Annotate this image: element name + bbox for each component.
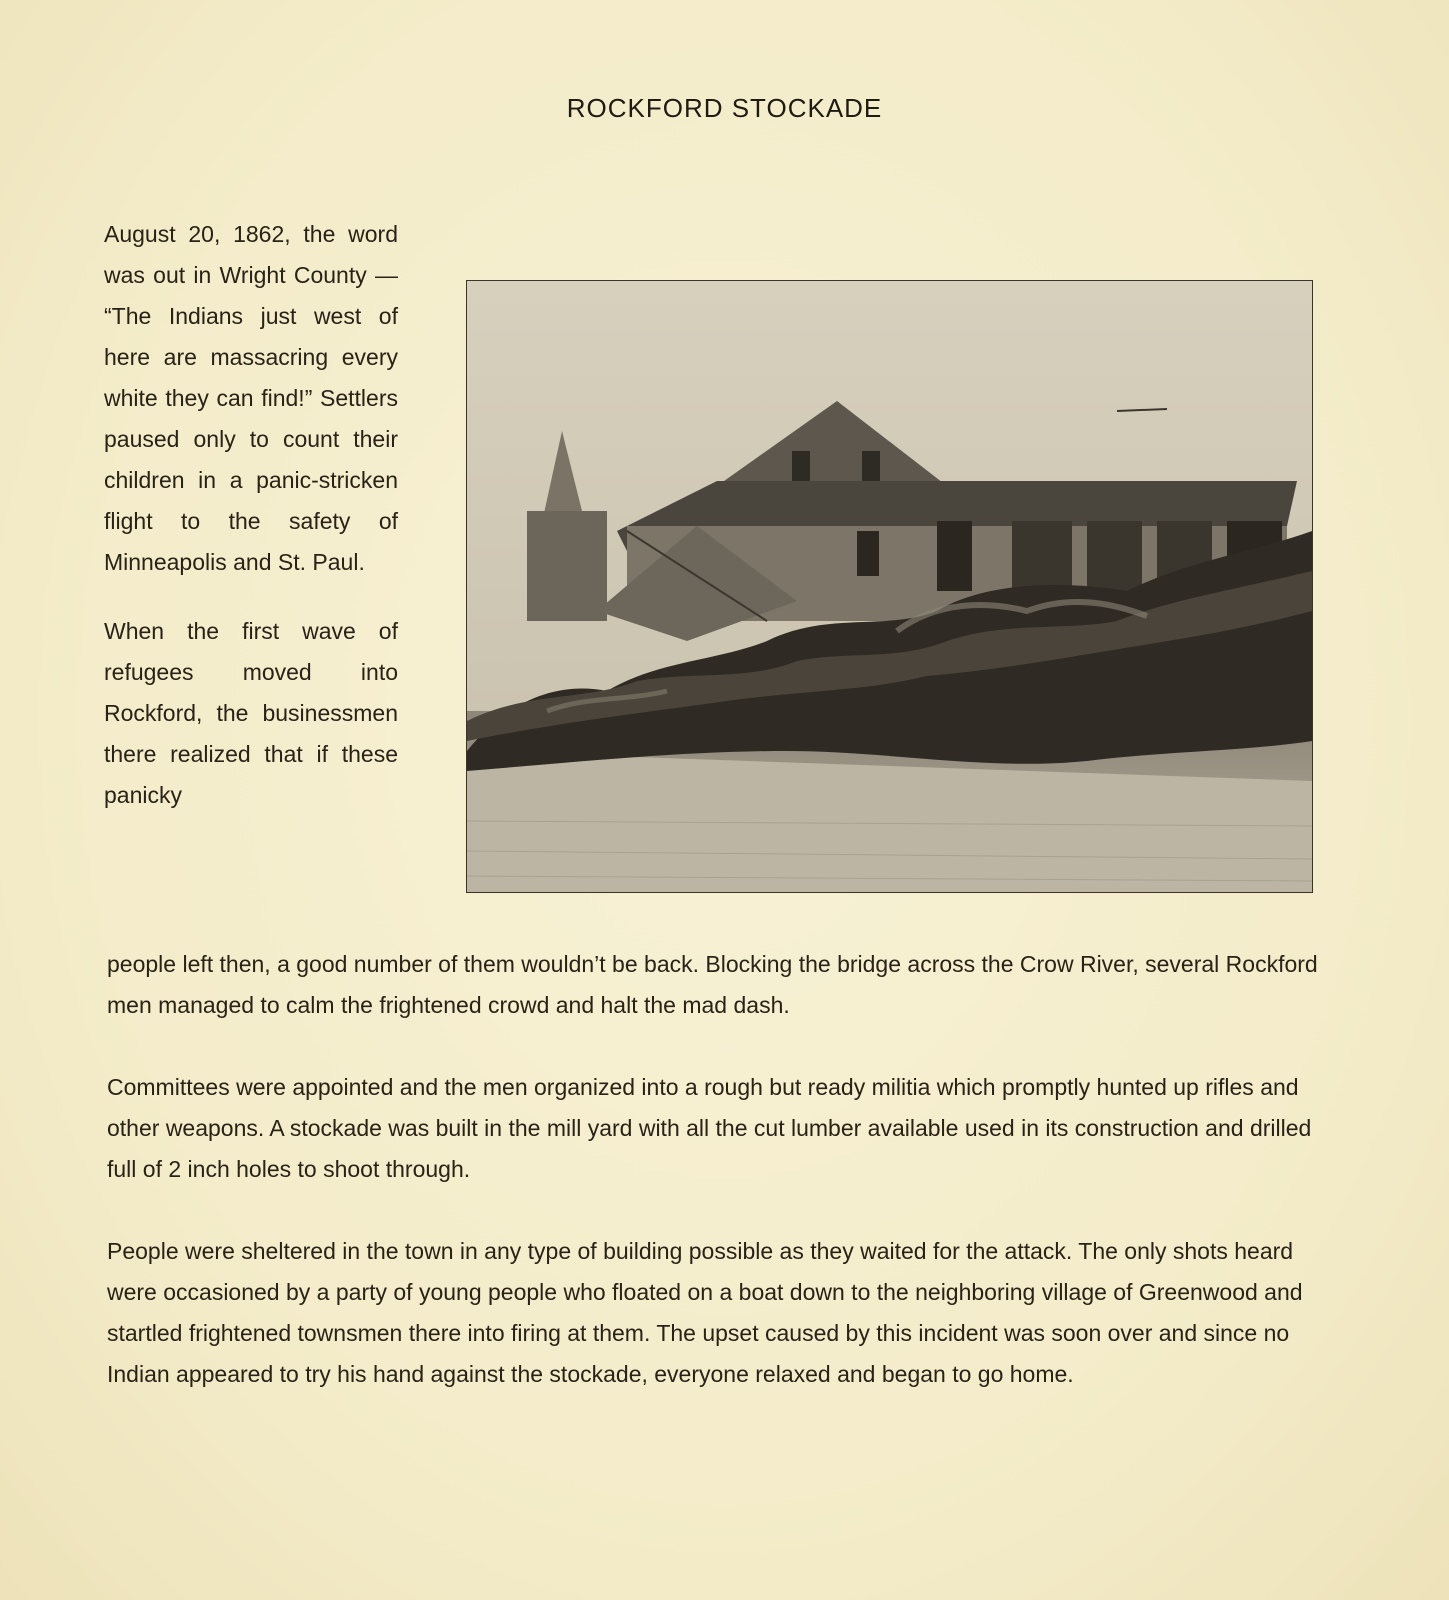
paragraph-1: August 20, 1862, the word was out in Wright County — “The Indians just west of here are massacring every white they can find!” Settlers paused only to count their children in a panic-stricken flight to the safety of Minneapolis and St. Paul.: [104, 221, 398, 575]
page-title: ROCKFORD STOCKADE: [566, 93, 883, 123]
left-text-column: [104, 214, 398, 816]
paragraph-3: Committees were appointed and the men organized into a rough but ready militia which promptly hunted up rifles and other weapons. A stockade was built in the mill yard with all the cut lumber available used in its construction and drilled full of 2 inch holes to shoot through.: [107, 1074, 1312, 1182]
paragraph-4: People were sheltered in the town in any type of building possible as they waited for the attack. The only shots heard were occasioned by a party of young people who floated on a boat down to the neighboring village of Greenwood and startled frightened townsmen there into firing at them. The upset caused by this incident was soon over and since no Indian appeared to try his hand against the stockade, everyone relaxed and began to go home.: [107, 1238, 1303, 1387]
paragraph-2-start: When the first wave of refugees moved into Rockford, the businessmen there realized that if these panicky: [104, 618, 398, 808]
paragraph-2-end: people left then, a good number of them wouldn’t be back. Blocking the bridge across the Crow River, several Rockford men managed to calm the frightened crowd and halt the mad dash.: [107, 951, 1318, 1018]
stockade-photograph: [466, 280, 1313, 893]
